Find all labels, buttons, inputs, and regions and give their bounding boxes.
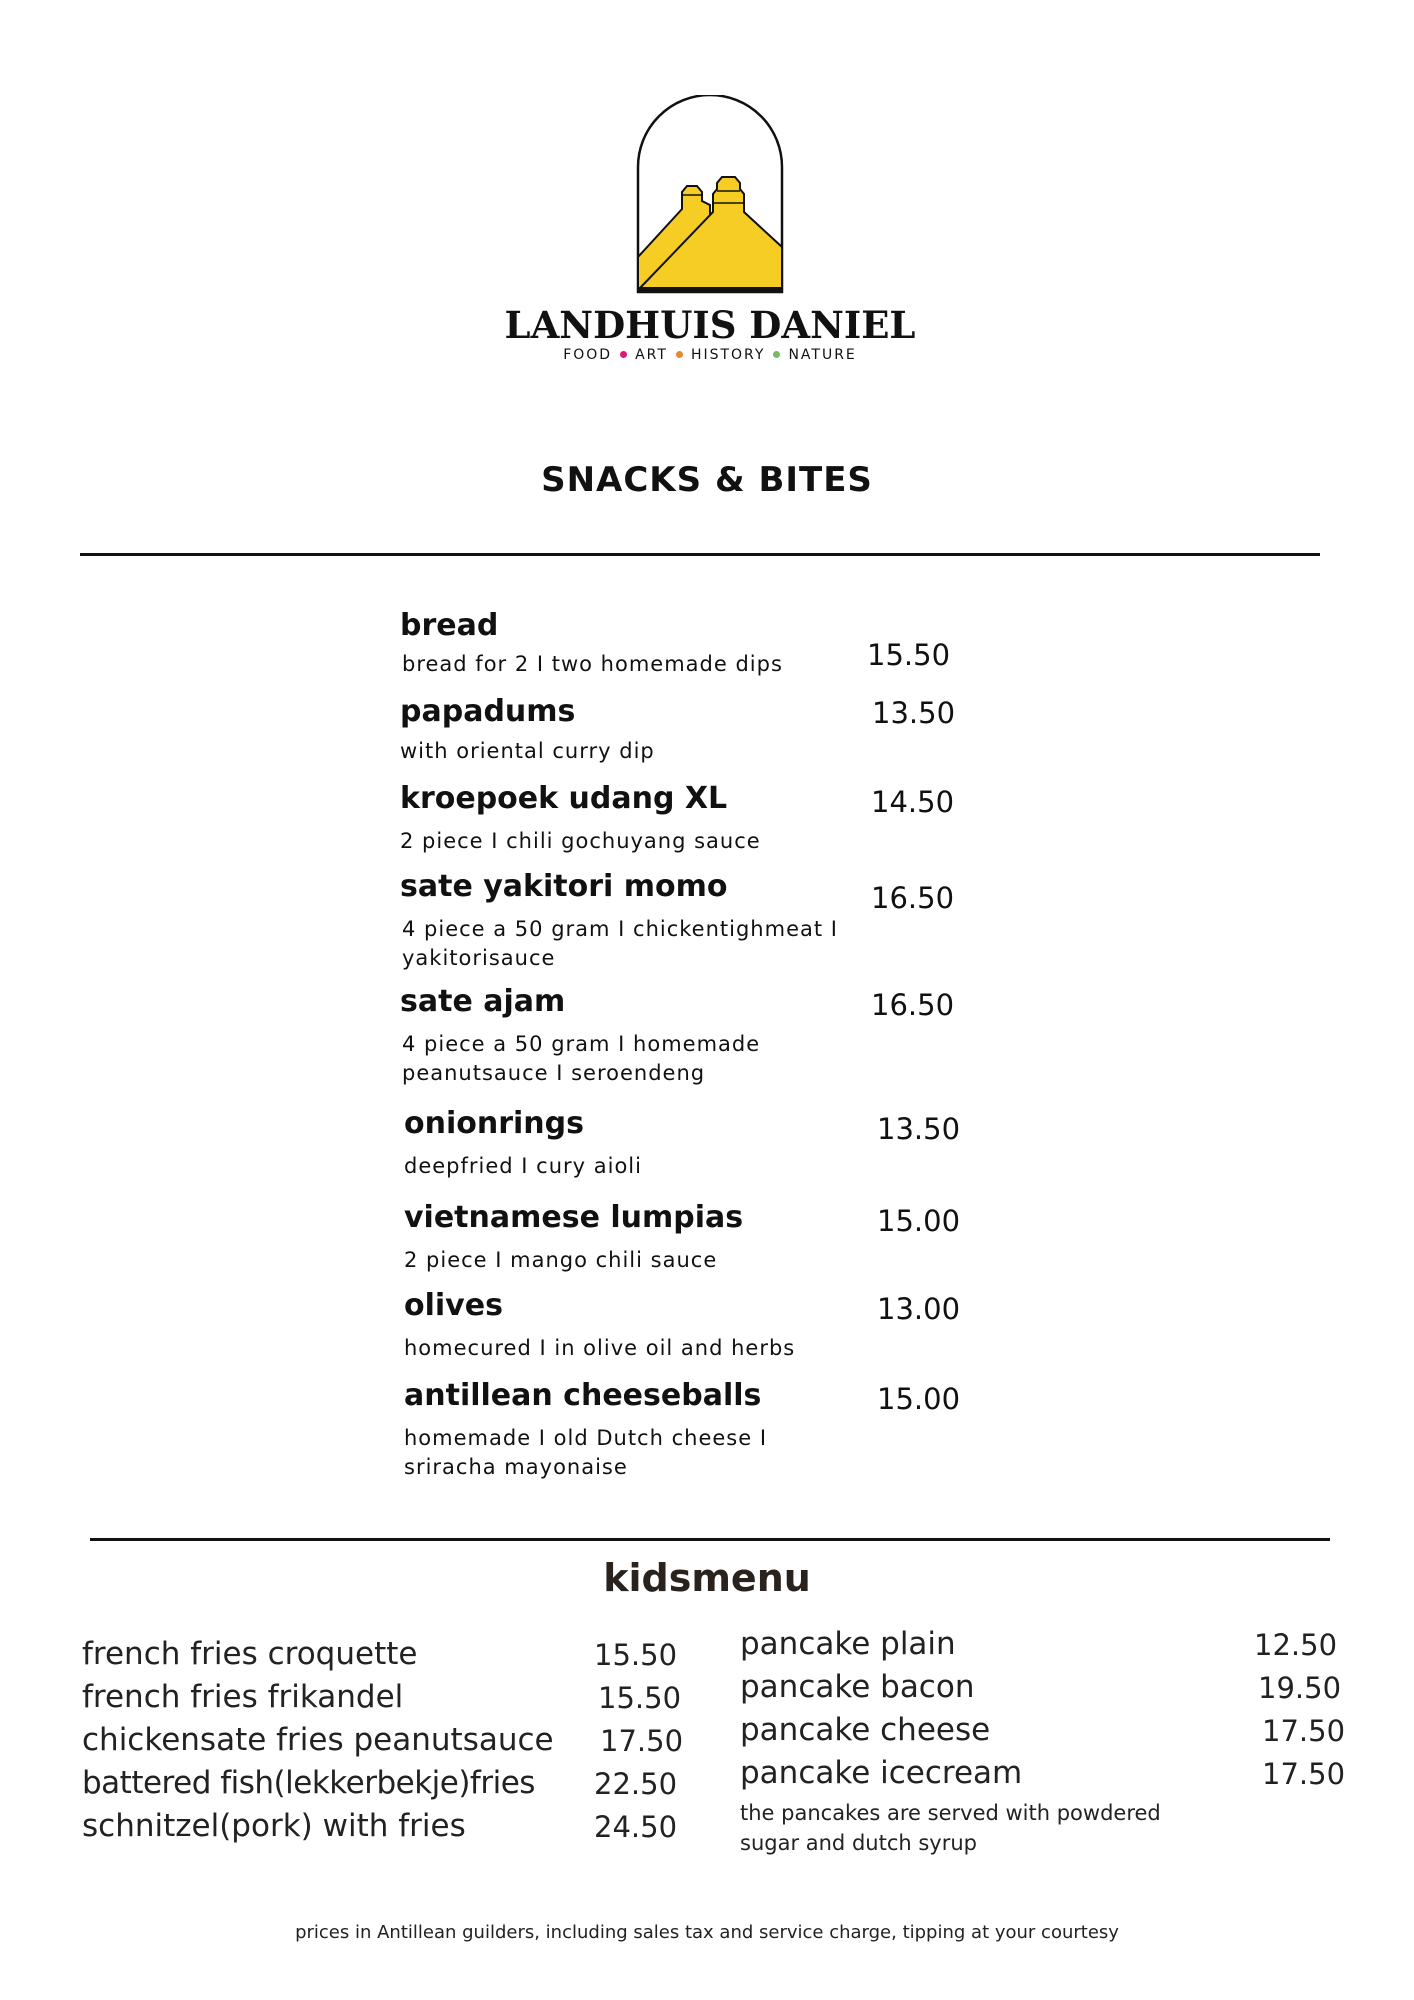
item-name: antillean cheeseballs <box>404 1378 762 1413</box>
item-description: 2 piece I mango chili sauce <box>404 1248 718 1272</box>
kids-item-name: french fries croquette <box>82 1636 418 1672</box>
kids-item-name: battered fish(lekkerbekje)fries <box>82 1765 535 1801</box>
price-footnote: prices in Antillean guilders, including sales tax and service charge, tipping at your courtesy <box>295 1922 1119 1943</box>
divider <box>90 1538 1330 1541</box>
item-name: bread <box>400 608 499 643</box>
item-description: 4 piece a 50 gram I chickentighmeat I yakitorisauce <box>402 917 838 970</box>
tagline-food: FOOD <box>563 347 613 363</box>
pancake-note: the pancakes are served with powdered sugar and dutch syrup <box>740 1801 1161 1855</box>
item-price: 15.50 <box>867 638 951 672</box>
tagline-history: HISTORY <box>690 347 766 363</box>
item-description: 4 piece a 50 gram I homemade peanutsauce I seroendeng <box>402 1032 761 1085</box>
kids-item-price: 17.50 <box>1262 1757 1346 1791</box>
tagline-art: ART <box>635 347 668 363</box>
item-description: homecured I in olive oil and herbs <box>404 1336 796 1360</box>
tagline-dot-icon <box>773 351 780 358</box>
item-price: 13.00 <box>877 1292 961 1326</box>
item-price: 16.50 <box>871 881 955 915</box>
item-price: 15.00 <box>877 1204 961 1238</box>
kids-item-price: 24.50 <box>594 1810 678 1844</box>
kids-item-price: 17.50 <box>600 1724 684 1758</box>
brand-tagline <box>500 347 920 363</box>
tagline-dot-icon <box>676 351 683 358</box>
kidsmenu-title: kidsmenu <box>603 1556 811 1600</box>
item-name: vietnamese lumpias <box>404 1200 744 1235</box>
kids-item-price: 22.50 <box>594 1767 678 1801</box>
item-price: 13.50 <box>877 1112 961 1146</box>
item-description: deepfried I cury aioli <box>404 1154 642 1178</box>
item-description: 2 piece I chili gochuyang sauce <box>400 829 761 853</box>
item-price: 16.50 <box>871 988 955 1022</box>
logo <box>500 95 920 365</box>
item-name: papadums <box>400 694 576 729</box>
item-price: 13.50 <box>872 696 956 730</box>
kids-item-price: 19.50 <box>1258 1671 1342 1705</box>
kids-item-price: 15.50 <box>594 1638 678 1672</box>
item-name: sate yakitori momo <box>400 869 728 904</box>
item-description: bread for 2 I two homemade dips <box>402 652 783 676</box>
item-price: 15.00 <box>877 1382 961 1416</box>
item-description: with oriental curry dip <box>400 739 655 763</box>
kids-item-name: pancake icecream <box>740 1755 1023 1791</box>
kids-item-name: pancake bacon <box>740 1669 975 1705</box>
item-name: olives <box>404 1288 503 1323</box>
tagline-dot-icon <box>620 351 627 358</box>
snacks-title: SNACKS & BITES <box>541 460 873 500</box>
item-description: homemade I old Dutch cheese I sriracha mayonaise <box>404 1426 768 1479</box>
kids-item-price: 17.50 <box>1262 1714 1346 1748</box>
item-price: 14.50 <box>871 785 955 819</box>
divider <box>80 553 1320 556</box>
tagline-nature: NATURE <box>788 347 857 363</box>
kids-item-name: french fries frikandel <box>82 1679 404 1715</box>
kids-item-name: schnitzel(pork) with fries <box>82 1808 466 1844</box>
item-name: sate ajam <box>400 984 566 1019</box>
kids-item-price: 15.50 <box>598 1681 682 1715</box>
kids-item-price: 12.50 <box>1254 1628 1338 1662</box>
brand-name: LANDHUIS DANIEL <box>504 303 916 347</box>
kids-item-name: pancake cheese <box>740 1712 991 1748</box>
landhuis-logo-icon <box>635 95 785 295</box>
item-name: onionrings <box>404 1106 584 1141</box>
item-name: kroepoek udang XL <box>400 781 728 816</box>
kids-item-name: pancake plain <box>740 1626 956 1662</box>
kids-item-name: chickensate fries peanutsauce <box>82 1722 554 1758</box>
